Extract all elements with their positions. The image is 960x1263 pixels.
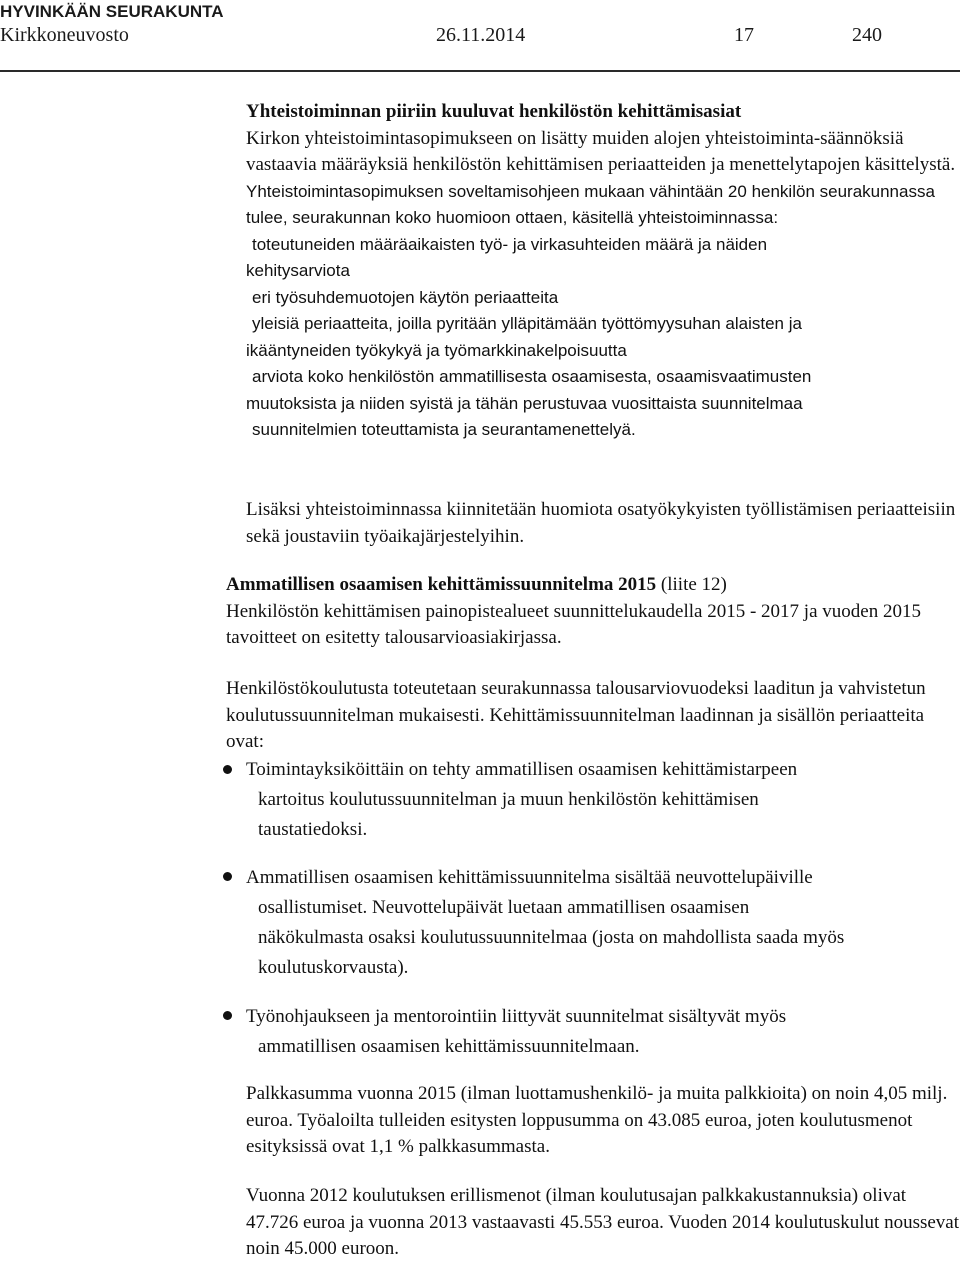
organization-name: HYVINKÄÄN SEURAKUNTA (0, 2, 224, 21)
principle-item: Työnohjaukseen ja mentorointiin liittyvät suunnitelmat sisältyvät myös ammatillisen osaamisen kehittämissuunnitelmaan. (246, 1006, 787, 1057)
bullet-icon (223, 1011, 232, 1020)
list-item: eri työsuhdemuotojen käytön periaatteita (252, 287, 559, 307)
bullet-icon (223, 872, 232, 881)
list-item: yleisiä periaatteita, joilla pyritään ylläpitämään työttömyysuhan alaisten ja ikääntyneiden työkykyä ja työmarkkinakelpoisuutta (246, 314, 802, 360)
page-number: 240 (852, 24, 882, 46)
intro-sentence: Kirkon yhteistoimintasopimukseen on lisätty muiden alojen yhteistoiminta-säännöksiä vastaavia määräyksiä henkilöstön kehittämisen periaatteiden ja menettelytapojen käsittelystä. (246, 127, 956, 175)
intro-sentence-2: Yhteistoimintasopimuksen soveltamisohjeen mukaan vähintään 20 henkilön seurakunnassa tulee, seurakunnan koko huomioon ottaen, käsitellä yhteistoiminnassa: (246, 181, 935, 227)
section-cooperation (246, 99, 960, 444)
paragraph: Henkilöstön kehittämisen painopistealueet suunnittelukaudella 2015 - 2017 ja vuoden 2015 tavoitteet on esitetty talousarvioasiakirjassa. (226, 600, 921, 648)
section-heading: Yhteistoiminnan piiriin kuuluvat henkilöstön kehittämisasiat (246, 101, 742, 122)
bullet-icon (223, 765, 232, 774)
list-item: arviota koko henkilöstön ammatillisesta osaamisesta, osaamisvaatimusten muutoksista ja niiden syistä ja tähän perustuvaa vuosittaista suunnitelmaa (246, 367, 812, 413)
header-divider (0, 70, 960, 72)
list-item: suunnitelmien toteuttamista ja seurantamenettelyä. (252, 420, 636, 439)
paragraph-training: Henkilöstökoulutusta toteutetaan seurakunnassa talousarviovuodeksi laaditun ja vahvistetun koulutussuunnitelman mukaisesti. Kehittämissuunnitelman laadinnan ja sisällön periaatteita ovat: (226, 678, 926, 752)
meeting-date: 26.11.2014 (436, 24, 526, 46)
section-intro (246, 126, 960, 232)
paragraph-additional: Lisäksi yhteistoiminnassa kiinnitetään huomiota osatyökykyisten työllistämisen periaatteisiin sekä joustaviin työaikajärjestelyihin. (246, 499, 956, 547)
principle-item: Toimintayksiköittäin on tehty ammatillisen osaamisen kehittämistarpeen kartoitus koulutussuunnitelman ja muun henkilöstön kehittämisen taustatiedoksi. (246, 759, 798, 840)
section-heading: Ammatillisen osaamisen kehittämissuunnitelma 2015 (liite 12) (226, 574, 727, 595)
section-number: 17 (734, 24, 754, 46)
section-development-plan (226, 572, 960, 652)
principle-item: Ammatillisen osaamisen kehittämissuunnitelma sisältää neuvottelupäiville osallistumiset. Neuvottelupäivät luetaan ammatillisen osaamisen näkökulmasta osaksi koulutussuunnitelmaa (josta on mahdollista saada myös koulutuskorvausta). (246, 867, 845, 978)
list-item: toteutuneiden määräaikaisten työ- ja virkasuhteiden määrä ja näiden kehitysarviota (246, 234, 768, 280)
body-name: Kirkkoneuvosto (0, 24, 129, 46)
paragraph-training-costs: Vuonna 2012 koulutuksen erillismenot (ilman koulutusajan palkkakustannuksia) olivat 47.726 euroa ja vuonna 2013 vastaavasti 45.553 euroa. Vuoden 2014 koulutuskulut noussevat noin 45.000 euroon. (246, 1185, 960, 1259)
paragraph-payroll: Palkkasumma vuonna 2015 (ilman luottamushenkilö- ja muita palkkioita) on noin 4,05 milj. euroa. Työaloilta tulleiden esitysten loppusumma on 43.085 euroa, joten koulutusmenot esityksissä ovat 1,1 % palkkasummasta. (246, 1083, 948, 1157)
